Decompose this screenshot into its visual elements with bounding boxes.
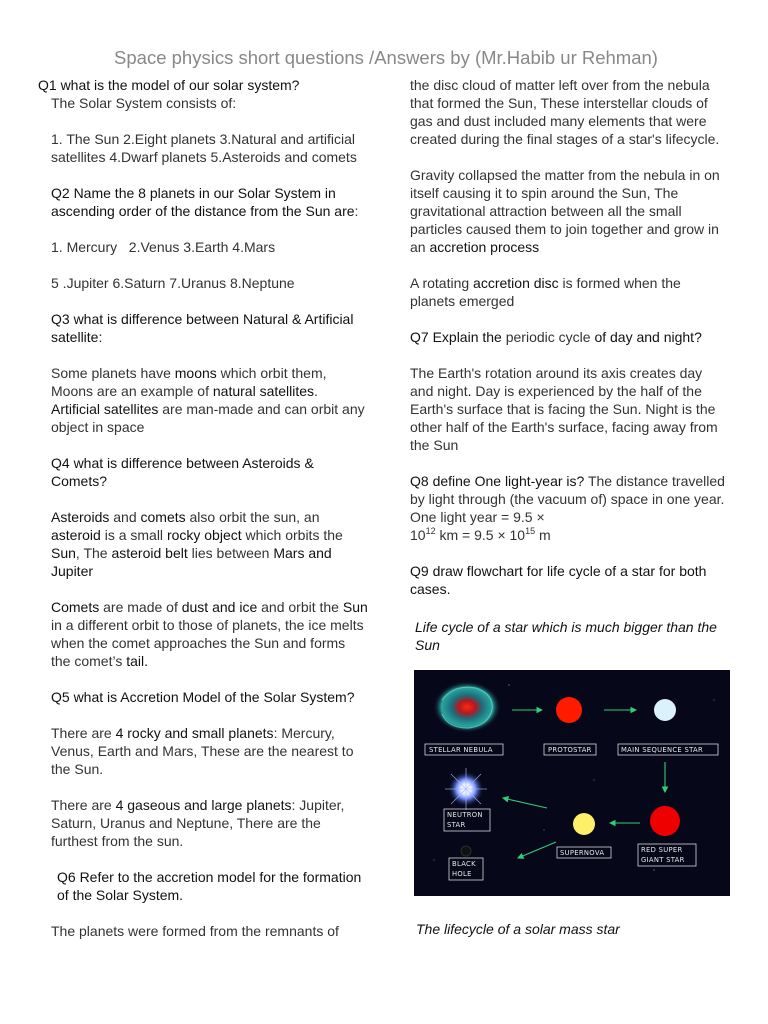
- diagram-caption-bottom: The lifecycle of a solar mass star: [416, 921, 620, 937]
- q6-question: Q6 Refer to the accretion model for the formation of the Solar System.: [57, 869, 362, 903]
- main-sequence-star-icon: [654, 699, 676, 721]
- q1-intro: The Solar System consists of:: [51, 95, 237, 111]
- left-column: [38, 76, 368, 940]
- q9-question: Q9 draw flowchart for life cycle of a star for both cases.: [410, 563, 707, 597]
- label-red-super: RED SUPER: [641, 846, 683, 854]
- page-title: Space physics short questions /Answers by (Mr.Habib ur Rehman): [114, 47, 658, 68]
- label-protostar: PROTOSTAR: [548, 746, 592, 754]
- q5-question: Q5 what is Accretion Model of the Solar System?: [51, 689, 355, 705]
- star-lifecycle-svg: [414, 670, 730, 896]
- q1-question: Q1 what is the model of our solar system?: [38, 77, 300, 93]
- supernova-icon: [573, 813, 595, 835]
- q3-question: Q3 what is difference between Natural & Artificial satellite:: [51, 311, 354, 345]
- q2-answer-line-1: 1. Mercury 2.Venus 3.Earth 4.Mars: [51, 239, 276, 255]
- label-giant-star: GIANT STAR: [641, 856, 685, 864]
- q4-question: Q4 what is difference between Asteroids & Comets?: [51, 455, 314, 489]
- q6-answer-continued: the disc cloud of matter left over from the nebula that formed the Sun, These interstellar clouds of gas and dust included many elements that were created during the final stages of a star's lifecycle.: [410, 77, 720, 147]
- label-main-sequence-star: MAIN SEQUENCE STAR: [621, 746, 703, 754]
- q6-answer-start: The planets were formed from the remnants of: [51, 923, 339, 939]
- stellar-nebula-icon: [433, 681, 501, 733]
- q7-question: Q7 Explain the periodic cycle of day and night?: [410, 329, 702, 345]
- right-column: [410, 76, 728, 654]
- label-black: BLACK: [452, 860, 476, 868]
- black-hole-icon: [461, 846, 471, 856]
- star-lifecycle-diagram: [414, 670, 730, 896]
- flow-arrows: [503, 710, 665, 858]
- q5-answer-gaseous: There are 4 gaseous and large planets: Jupiter, Saturn, Uranus and Neptune, There are the furthest from the sun.: [51, 797, 345, 849]
- q2-question: Q2 Name the 8 planets in our Solar System in ascending order of the distance from the Sun are:: [51, 185, 359, 219]
- label-neutron: NEUTRON: [447, 811, 483, 819]
- q4-answer-asteroids: Asteroids and comets also orbit the sun, an asteroid is a small rocky object which orbits the Sun, The asteroid belt lies between Mars and Jupiter: [51, 509, 343, 579]
- q4-answer-comets: Comets are made of dust and ice and orbit the Sun in a different orbit to those of planets, the ice melts when the comet approaches the Sun and forms the comet’s tail.: [51, 599, 368, 669]
- label-supernova: SUPERNOVA: [560, 849, 605, 857]
- q6-answer-gravity: Gravity collapsed the matter from the nebula in on itself causing it to spin around the Sun, The gravitational attraction between all the small particles caused them to join together and grow in an accretion process: [410, 167, 720, 255]
- label-stellar-nebula: STELLAR NEBULA: [429, 746, 493, 754]
- q5-answer-rocky: There are 4 rocky and small planets: Mercury, Venus, Earth and Mars, These are the nearest to the Sun.: [51, 725, 354, 777]
- q6-answer-disc: A rotating accretion disc is formed when the planets emerged: [410, 275, 681, 309]
- red-super-giant-icon: [650, 806, 680, 836]
- diagram-caption-top: Life cycle of a star which is much bigger than the Sun: [415, 619, 717, 653]
- label-neutron-star: STAR: [447, 821, 466, 829]
- q1-answer: 1. The Sun 2.Eight planets 3.Natural and artificial satellites 4.Dwarf planets 5.Asteroids and comets: [51, 131, 357, 165]
- label-black-hole: HOLE: [452, 870, 472, 878]
- q3-answer: Some planets have moons which orbit them, Moons are an example of natural satellites. Artificial satellites are man-made and can orbit any object in space: [51, 365, 365, 435]
- q7-answer: The Earth's rotation around its axis creates day and night. Day is experienced by the half of the Earth's surface that is facing the Sun. Night is the other half of the Earth's surface, facing away from the Sun: [410, 365, 718, 453]
- protostar-icon: [556, 697, 582, 723]
- q2-answer-line-2: 5 .Jupiter 6.Saturn 7.Uranus 8.Neptune: [51, 275, 295, 291]
- q8-answer: Q8 define One light-year is? The distance travelled by light through (the vacuum of) space in one year. One light year = 9.5 × $10^{12}$ km = $9.5 \times 10^{15}$ m: [410, 473, 725, 543]
